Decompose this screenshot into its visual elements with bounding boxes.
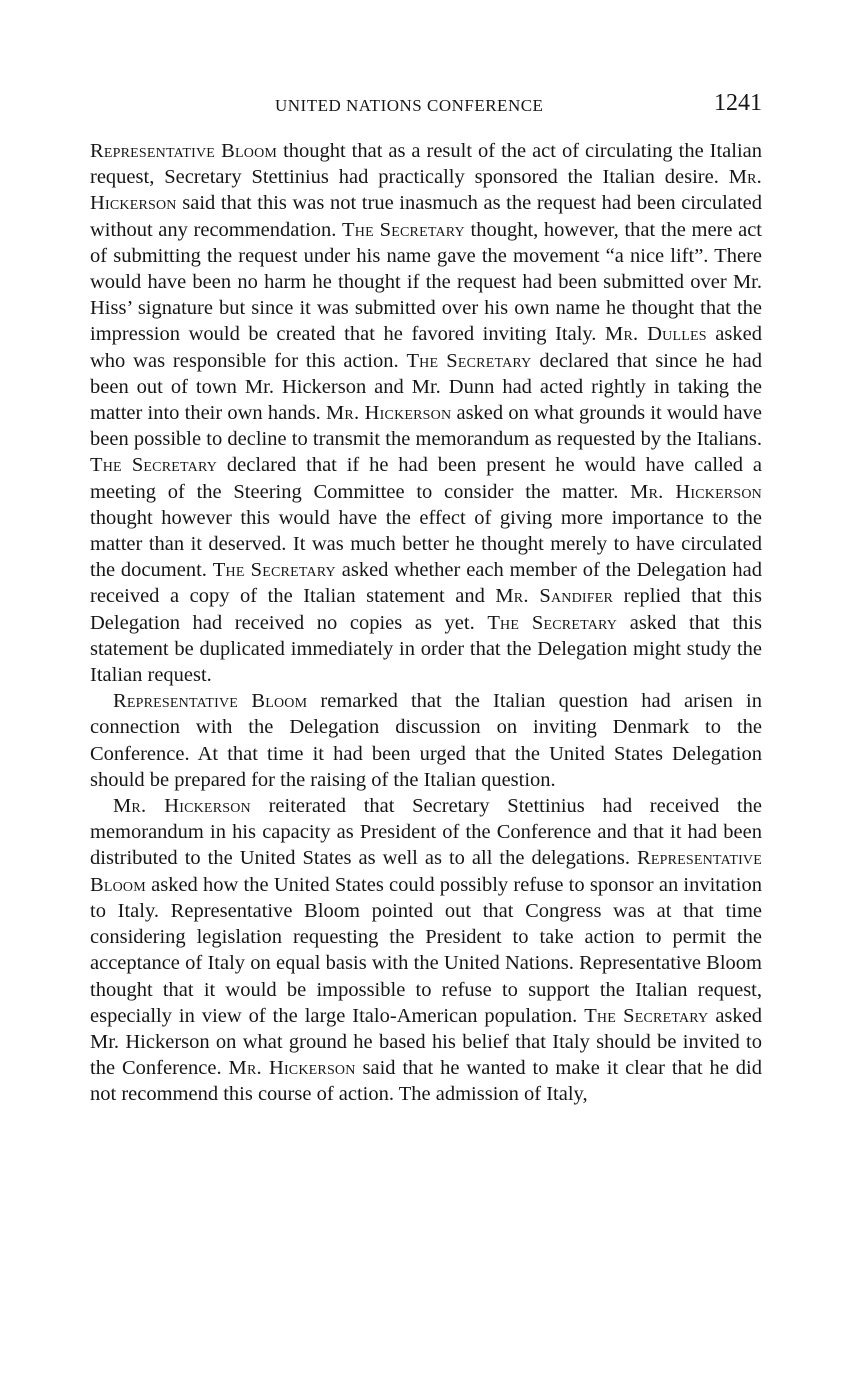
speaker-name: Mr. Hickerson bbox=[326, 402, 452, 425]
speaker-name: Representative Bloom bbox=[113, 690, 308, 713]
speaker-name: Mr. Hickerson bbox=[113, 795, 251, 818]
speaker-name: The Secretary bbox=[487, 611, 618, 634]
paragraph-text: said that this was not true inasmuch as the request had been circulated without any recommendation. bbox=[90, 192, 762, 241]
paragraph-text: asked how the United States could possibly refuse to sponsor an invitation to Italy. Representative Bloom pointed out that Congress was at that time considering legislation requesting the President to take action to permit the acceptance of Italy on equal basis with the United Nations. Representative Bloom thought that it would be impossible to refuse to support the Italian request, especially in view of the large Italo-American population. bbox=[90, 873, 762, 1027]
paragraph bbox=[90, 138, 762, 688]
paragraph-text: asked on what grounds it would have been possible to decline to transmit the memorandum as requested by the Italians. bbox=[90, 402, 763, 451]
paragraph-text: asked Mr. Hickerson on what ground he based his belief that Italy should be invited to the Conference. bbox=[90, 1004, 762, 1080]
speaker-name: Mr. Sandifer bbox=[495, 585, 614, 608]
page-header bbox=[90, 90, 762, 124]
paragraph-text: asked that this statement be duplicated immediately in order that the Delegation might study the Italian request. bbox=[90, 611, 762, 687]
paragraph-text: declared that if he had been present he would have called a meeting of the Steering Committee to consider the matter. bbox=[90, 454, 762, 503]
paragraph-text: asked who was responsible for this action. bbox=[90, 323, 762, 372]
paragraph bbox=[90, 793, 762, 1107]
paragraph-text: asked whether each member of the Delegation had received a copy of the Italian statement and bbox=[90, 559, 762, 608]
body-text bbox=[90, 138, 762, 1108]
speaker-name: Mr. Hickerson bbox=[90, 166, 762, 215]
speaker-name: The Secretary bbox=[342, 218, 465, 241]
paragraph-text: said that he wanted to make it clear that he did not recommend this course of action. The admission of Italy, bbox=[90, 1057, 762, 1106]
paragraph-text: reiterated that Secretary Stettinius had received the memorandum in his capacity as President of the Conference and that it had been distributed to the United States as well as to all the delegations. bbox=[90, 795, 762, 870]
running-title: UNITED NATIONS CONFERENCE bbox=[275, 96, 544, 115]
paragraph bbox=[90, 688, 762, 793]
speaker-name: Mr. Hickerson bbox=[228, 1057, 356, 1080]
speaker-name: Mr. Hickerson bbox=[630, 480, 762, 503]
paragraph-text: declared that since he had been out of town Mr. Hickerson and Mr. Dunn had acted rightly in taking the matter into their own hands. bbox=[90, 349, 762, 425]
speaker-name: The Secretary bbox=[406, 349, 532, 372]
speaker-name: Representative Bloom bbox=[90, 140, 278, 162]
paragraph-text: thought however this would have the effect of giving more importance to the matter than it deserved. It was much better he thought merely to have circulated the document. bbox=[90, 506, 762, 582]
speaker-name: Representative Bloom bbox=[90, 847, 762, 896]
paragraph-text: replied that this Delegation had received no copies as yet. bbox=[90, 585, 762, 634]
page-number: 1241 bbox=[714, 90, 762, 116]
paragraph-text: remarked that the Italian question had arisen in connection with the Delegation discussion on inviting Denmark to the Conference. At that time it had been urged that the United States Delegation should be prepared for the raising of the Italian question. bbox=[90, 690, 762, 791]
paragraph-text: thought, however, that the mere act of submitting the request under his name gave the movement “a nice lift”. There would have been no harm he thought if the request had been submitted over Mr. Hiss’ signature but since it was submitted over his own name he thought that the impression would be created that he favored inviting Italy. bbox=[90, 218, 763, 346]
speaker-name: The Secretary bbox=[212, 559, 336, 582]
speaker-name: Mr. Dulles bbox=[605, 323, 707, 346]
speaker-name: The Secretary bbox=[584, 1004, 709, 1027]
paragraph-text: thought that as a result of the act of circulating the Italian request, Secretary Stettinius had practically sponsored the Italian desire. bbox=[90, 140, 763, 189]
speaker-name: The Secretary bbox=[90, 454, 218, 477]
